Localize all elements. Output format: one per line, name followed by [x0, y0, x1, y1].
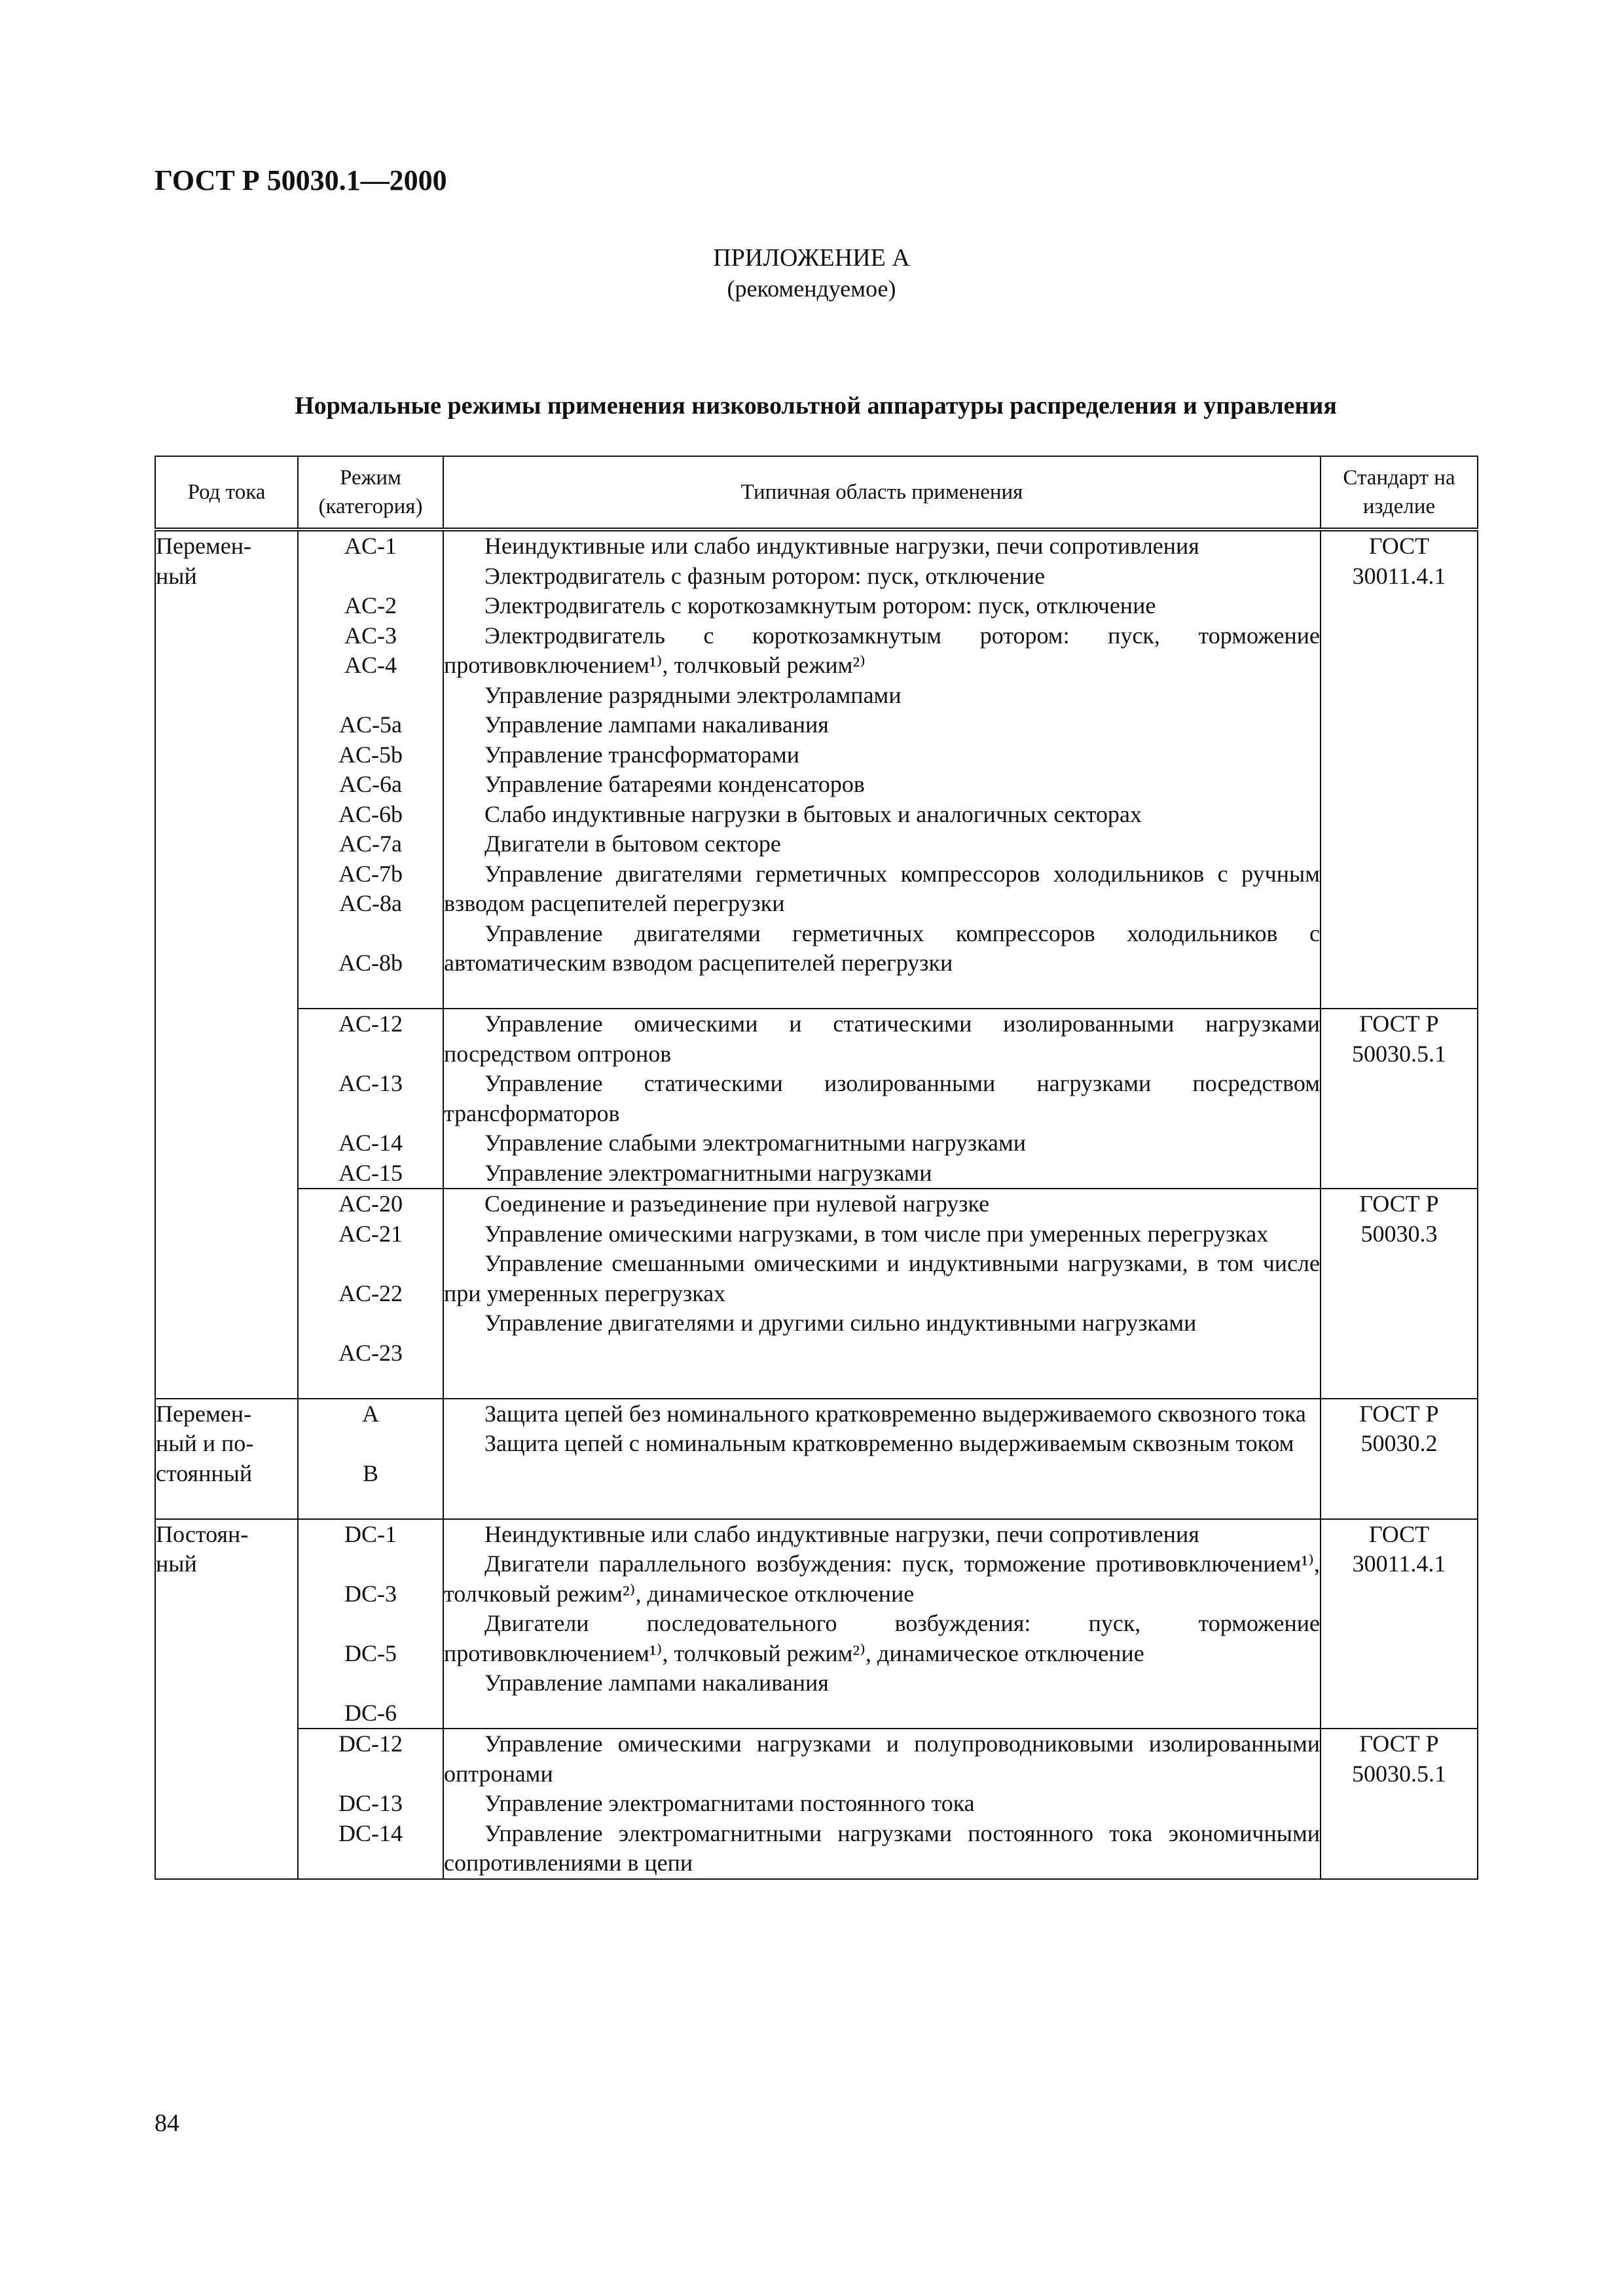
application-description: Управление омическими нагрузками, в том числе при умеренных перегрузках	[484, 1220, 1269, 1247]
mode-code: AC-2	[344, 592, 397, 619]
standard-reference: 30011.4.1	[1352, 1551, 1446, 1577]
application-cell	[443, 1519, 1321, 1729]
application-description: Неиндуктивные или слабо индуктивные нагрузки, печи сопротивления	[484, 1520, 1199, 1547]
mode-code	[299, 1249, 443, 1279]
table-group-row	[155, 1729, 1478, 1879]
mode-code: DC-13	[338, 1790, 403, 1816]
application-description: Управление двигателями герметичных компрессоров холодильников с автоматическим взводом расцепителей перегрузки	[444, 920, 1320, 976]
application-description: Защита цепей с номинальным кратковременно выдерживаемым сквозным током	[484, 1430, 1294, 1456]
mode-code: AC-8b	[338, 950, 403, 976]
mode-code	[299, 1759, 443, 1789]
mode-code: DC-1	[344, 1520, 397, 1547]
mode-code	[299, 1039, 443, 1069]
mode-code: AC-15	[338, 1159, 403, 1186]
mode-code: DC-6	[344, 1699, 397, 1726]
application-description: Двигатели параллельного возбуждения: пуск, торможение противовключением¹⁾, толчковый режим²⁾, динамическое отключение	[444, 1551, 1320, 1607]
annex-title: ПРИЛОЖЕНИЕ А	[713, 244, 910, 272]
mode-code: AC-6a	[339, 771, 402, 797]
application-cell	[443, 529, 1321, 1009]
mode-code	[299, 562, 443, 592]
application-description: Электродвигатель с фазным ротором: пуск, отключение	[484, 562, 1046, 589]
application-description: Управление батареями конденсаторов	[484, 771, 865, 797]
table-body	[155, 529, 1478, 1879]
mode-code	[299, 1609, 443, 1639]
standard-cell	[1321, 1009, 1478, 1189]
mode-cell	[298, 1189, 443, 1399]
standard-reference: 50030.5.1	[1352, 1760, 1446, 1787]
application-cell	[443, 1729, 1321, 1879]
mode-cell	[298, 1009, 443, 1189]
application-description: Управление электромагнитными нагрузками	[484, 1159, 932, 1186]
standard-reference: ГОСТ	[1368, 533, 1430, 559]
mode-code	[299, 1099, 443, 1129]
page-number: 84	[155, 2109, 179, 2137]
application-description: Управление двигателями герметичных компрессоров холодильников с ручным взводом расцепителей перегрузки	[444, 860, 1320, 916]
annex-subtitle: (рекомендуемое)	[727, 276, 896, 302]
table-group-row	[155, 529, 1478, 1009]
application-description: Управление разрядными электролампами	[484, 681, 902, 708]
application-cell	[443, 1399, 1321, 1519]
current-kind-line: ный	[156, 1551, 197, 1577]
mode-code: AC-5b	[338, 741, 403, 768]
application-description: Управление лампами накаливания	[484, 711, 829, 738]
application-description: Управление лампами накаливания	[484, 1670, 829, 1696]
standard-reference: 50030.3	[1360, 1220, 1438, 1247]
current-kind-line: Перемен-	[156, 533, 251, 559]
header-application: Типичная область применения	[443, 456, 1321, 529]
current-kind-line: Перемен-	[156, 1400, 251, 1427]
application-description: Электродвигатель с короткозамкнутым ротором: пуск, отключение	[484, 592, 1156, 619]
standard-reference: ГОСТ Р	[1359, 1731, 1439, 1757]
current-kind-cell	[155, 1519, 298, 1879]
application-description: Управление омическими и статическими изолированными нагрузками посредством оптронов	[444, 1011, 1320, 1067]
mode-code	[299, 1368, 443, 1398]
mode-code	[299, 1429, 443, 1459]
mode-cell	[298, 529, 443, 1009]
table-header-row	[155, 456, 1478, 529]
standard-cell	[1321, 1189, 1478, 1399]
annex-heading	[0, 242, 1623, 304]
header-mode: Режим (категория)	[298, 456, 443, 529]
mode-code: DC-5	[344, 1640, 397, 1666]
mode-code: DC-14	[338, 1820, 403, 1846]
standard-cell	[1321, 1729, 1478, 1879]
mode-code: AC-13	[338, 1070, 403, 1096]
application-description: Защита цепей без номинального кратковременно выдерживаемого сквозного тока	[484, 1400, 1306, 1427]
mode-code	[299, 919, 443, 949]
standard-reference: ГОСТ	[1368, 1520, 1430, 1547]
application-cell	[443, 1189, 1321, 1399]
table-group-row	[155, 1009, 1478, 1189]
current-kind-cell	[155, 529, 298, 1399]
mode-code: А	[362, 1400, 379, 1427]
header-current-kind: Род тока	[155, 456, 298, 529]
mode-code: AC-21	[338, 1220, 403, 1247]
mode-code	[299, 1549, 443, 1579]
table-group-row	[155, 1189, 1478, 1399]
application-description: Управление статическими изолированными нагрузками посредством трансформаторов	[444, 1070, 1320, 1126]
document-code: ГОСТ Р 50030.1—2000	[155, 164, 447, 196]
table-group-row	[155, 1519, 1478, 1729]
application-description: Управление омическими нагрузками и полупроводниковыми изолированными оптронами	[444, 1731, 1320, 1787]
current-kind-line: стоянный	[156, 1460, 253, 1486]
mode-cell	[298, 1519, 443, 1729]
application-description: Электродвигатель с короткозамкнутым ротором: пуск, торможение противовключением¹⁾, толчковый режим²⁾	[444, 622, 1320, 678]
mode-code	[299, 1668, 443, 1698]
application-description: Управление электромагнитами постоянного тока	[484, 1790, 975, 1816]
application-cell	[443, 1009, 1321, 1189]
mode-code: AC-12	[338, 1011, 403, 1037]
standard-reference: 50030.2	[1360, 1430, 1438, 1456]
mode-code: AC-3	[344, 622, 397, 649]
header-standard: Стандарт на изделие	[1321, 456, 1478, 529]
table-title: Нормальные режимы применения низковольтной аппаратуры распределения и управления	[295, 392, 1337, 420]
standard-cell	[1321, 529, 1478, 1009]
mode-code	[299, 1488, 443, 1518]
application-description: Слабо индуктивные нагрузки в бытовых и аналогичных секторах	[484, 800, 1142, 827]
application-description: Управление трансформаторами	[484, 741, 800, 768]
mode-code: AC-20	[338, 1191, 403, 1217]
mode-code	[299, 1308, 443, 1338]
application-description: Управление слабыми электромагнитными нагрузками	[484, 1130, 1027, 1156]
standard-cell	[1321, 1399, 1478, 1519]
application-description: Управление смешанными омическими и индуктивными нагрузками, в том числе при умеренных перегрузках	[444, 1250, 1320, 1306]
application-description: Двигатели последовательного возбуждения: пуск, торможение противовключением¹⁾, толчковый режим²⁾, динамическое отключение	[444, 1610, 1320, 1666]
application-description: Управление электромагнитными нагрузками постоянного тока экономичными сопротивлениями в цепи	[444, 1820, 1320, 1876]
mode-code: AC-23	[338, 1339, 403, 1366]
mode-code: DC-12	[338, 1731, 403, 1757]
mode-cell	[298, 1729, 443, 1879]
mode-code	[299, 681, 443, 711]
mode-code: AC-14	[338, 1130, 403, 1156]
mode-code: AC-1	[344, 533, 397, 559]
standard-reference: 50030.5.1	[1352, 1040, 1446, 1067]
application-description: Двигатели в бытовом секторе	[484, 831, 781, 857]
table-group-row	[155, 1399, 1478, 1519]
application-description: Управление двигателями и другими сильно индуктивными нагрузками	[484, 1310, 1197, 1336]
mode-code	[299, 1848, 443, 1878]
current-kind-line: ный	[156, 562, 197, 589]
mode-cell	[298, 1399, 443, 1519]
current-kind-line: ный и по-	[156, 1430, 254, 1456]
application-description: Неиндуктивные или слабо индуктивные нагрузки, печи сопротивления	[484, 533, 1199, 559]
mode-code: DC-3	[344, 1580, 397, 1607]
current-kind-cell	[155, 1399, 298, 1519]
mode-code: AC-4	[344, 652, 397, 678]
mode-code: AC-6b	[338, 800, 403, 827]
mode-code: AC-8a	[339, 890, 402, 916]
mode-code: AC-7b	[338, 860, 403, 887]
mode-code: AC-22	[338, 1280, 403, 1306]
mode-code: AC-7a	[339, 831, 402, 857]
current-kind-line: Постоян-	[156, 1520, 249, 1547]
standard-reference: ГОСТ Р	[1359, 1011, 1439, 1037]
standard-reference: 30011.4.1	[1352, 562, 1446, 589]
mode-code: AC-5a	[339, 711, 402, 738]
standard-cell	[1321, 1519, 1478, 1729]
mode-code	[299, 978, 443, 1009]
utilization-categories-table	[155, 456, 1478, 1880]
standard-reference: ГОСТ Р	[1359, 1400, 1439, 1427]
mode-code: В	[362, 1460, 378, 1486]
standard-reference: ГОСТ Р	[1359, 1191, 1439, 1217]
application-description: Соединение и разъединение при нулевой нагрузке	[484, 1191, 990, 1217]
